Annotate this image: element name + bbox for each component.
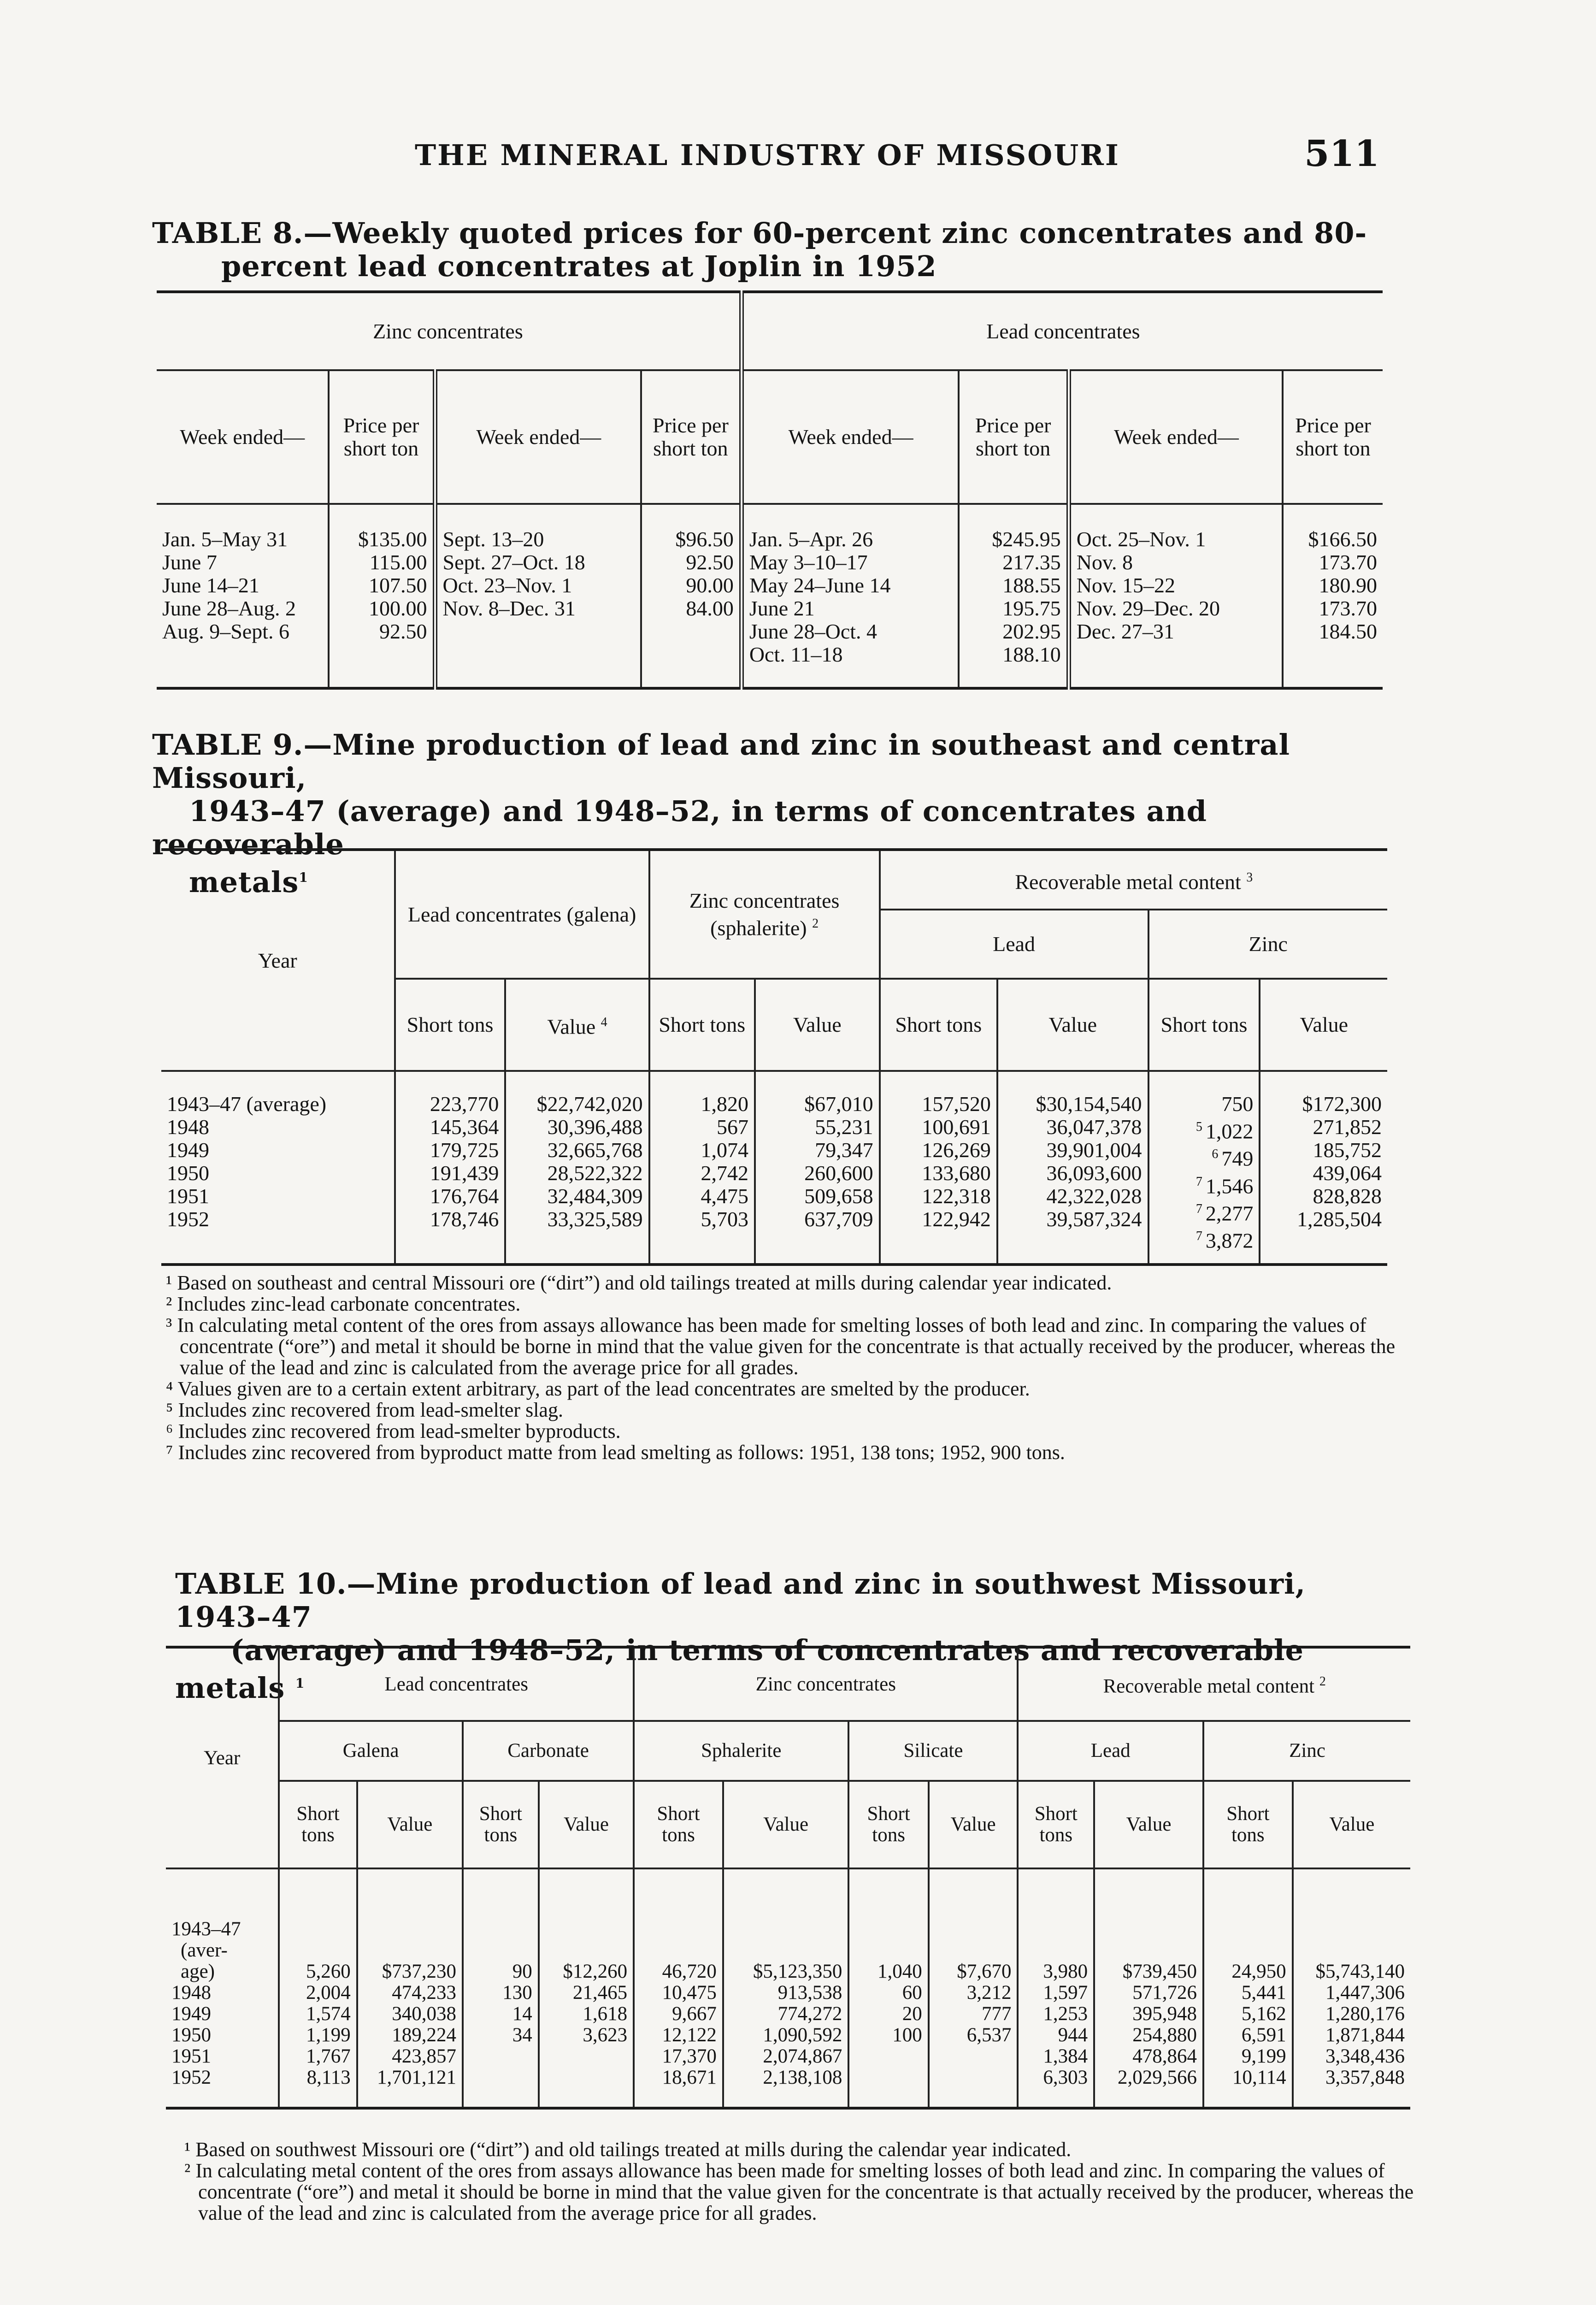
table-cell: $135.00	[358, 527, 427, 551]
t10-footnote-1: ¹ Based on southwest Missouri ore (“dirt”) and old tailings treated at mills during the calendar year indicated.	[184, 2138, 1072, 2161]
table-cell: 36,093,600	[1046, 1161, 1142, 1185]
table-cell: Nov. 29–Dec. 20	[1076, 597, 1220, 620]
table-cell: 5,260	[306, 1961, 351, 1982]
t10-sil-value	[929, 1868, 1018, 2108]
t10-carb-value	[539, 1868, 634, 2108]
table-cell: 100	[892, 2024, 922, 2046]
table-cell: 28,522,322	[547, 1161, 643, 1185]
t9-rec-zinc-value	[1260, 1071, 1387, 1265]
table-cell: June 14–21	[162, 573, 259, 597]
t9-footnote-4: ⁴ Values given are to a certain extent arbitrary, as part of the lead concentrates are smelted by the producer.	[166, 1377, 1030, 1400]
table-cell: Sept. 27–Oct. 18	[442, 550, 585, 574]
table-cell: 913,538	[777, 1982, 842, 2004]
table-cell: $67,010	[804, 1092, 873, 1116]
table-cell: Dec. 27–31	[1076, 620, 1174, 643]
table-cell: $7,670	[957, 1961, 1012, 1982]
table-cell: 944	[1058, 2024, 1088, 2046]
t10-sph-tons	[634, 1868, 723, 2108]
t8-week-header: Week ended—	[1069, 370, 1283, 504]
table-cell: $96.50	[675, 527, 734, 551]
t10-recoverable-header: Recoverable metal content $^2$	[1018, 1647, 1410, 1721]
table8-caption: TABLE 8.—Weekly quoted prices for 60-percent zinc concentrates and 80- percent lead concentrates at Joplin in 1952	[152, 216, 1367, 283]
table-cell: 474,233	[392, 1982, 456, 2004]
table-cell: 184.50	[1319, 620, 1377, 643]
t8-price-header: Price per short ton	[329, 370, 435, 504]
table-cell: 157,520	[922, 1092, 991, 1116]
table-cell: 509,658	[804, 1184, 873, 1208]
table-cell: 637,709	[804, 1207, 873, 1231]
t10-galena-value	[357, 1868, 463, 2108]
t9-zinc-conc-header: Zinc concentrates (sphalerite) $^2$	[649, 850, 880, 979]
table-cell: 20	[902, 2003, 922, 2025]
table-cell: 34	[512, 2024, 532, 2046]
t10-sil-tons	[848, 1868, 928, 2108]
t10-sph-value	[723, 1868, 849, 2108]
table-cell: 478,864	[1132, 2045, 1197, 2067]
page-number: 511	[1304, 133, 1379, 175]
table-cell: 1952	[171, 2067, 211, 2088]
table-cell: 4,475	[701, 1184, 748, 1208]
table-cell: 42,322,028	[1046, 1184, 1142, 1208]
table-cell: 223,770	[430, 1092, 499, 1116]
t9-lead-conc-header: Lead concentrates (galena)	[395, 850, 649, 979]
table9: Year Lead concentrates (galena) Zinc concentrates (sphalerite) $^2$ Recoverable metal content $^3$ Lead Zinc Short tons Value $^4$ Short tons Value Short tons Value Short tons Value 1943–47 (average) 1948 1949 1950 1951 1952 223,770 145,364 179,725 191,439 176,764 178,746 $22,742,020 30,396,488 32,665,768 28,522,322 32,484,309 33,325,589 1,820 567 1,074 2,742 4,475 5,703 $67,010 55,231 79,347 260,600 509,658 637,709 157,520 100,691 126,269 133,680 122,318 122,942 $30,154,540 36,047,378 39,901,004 36,093,600 42,322,028 39,587,324 750 $^5$ 1,022 $^6$ 749 $^7$ 1,546 $^7$ 2,277 $^7$ 3,872 $172,300 271,852 185,752 439,064 828,828 1,285,504	[161, 848, 1387, 1266]
table-cell: 32,665,768	[547, 1138, 643, 1162]
table-cell: Jan. 5–May 31	[162, 527, 288, 551]
table-cell: $166.50	[1308, 527, 1377, 551]
table-cell: $12,260	[563, 1961, 628, 1982]
table-cell: 33,325,589	[547, 1207, 643, 1231]
table-cell: $30,154,540	[1036, 1092, 1142, 1116]
table-cell: 439,064	[1313, 1161, 1382, 1185]
table-cell: 36,047,378	[1046, 1115, 1142, 1139]
table-cell: 9,667	[672, 2003, 717, 2025]
table-cell: 100.00	[369, 597, 427, 620]
t9-rec-lead-tons	[880, 1071, 997, 1265]
t9-zinc-tons	[649, 1071, 755, 1265]
table-cell: 1,820	[701, 1092, 748, 1116]
table8	[157, 290, 1383, 690]
table-cell: 90.00	[686, 573, 734, 597]
table-cell: 24,950	[1231, 1961, 1286, 1982]
table-cell: 173.70	[1319, 550, 1377, 574]
table-cell: Nov. 8–Dec. 31	[442, 597, 576, 620]
table-cell: 1950	[167, 1161, 209, 1185]
table-cell: 130	[502, 1982, 532, 2004]
table-cell: 1952	[167, 1207, 209, 1231]
table-cell: 1,285,504	[1297, 1207, 1382, 1231]
t8-lead-weeks-2	[1069, 504, 1283, 688]
table-cell: 3,357,848	[1325, 2067, 1405, 2088]
t10-galena-tons	[279, 1868, 357, 2108]
table-cell: 3,212	[966, 1982, 1012, 2004]
t9-lead-tons	[395, 1071, 506, 1265]
table-cell	[469, 2067, 532, 2088]
t8-zinc-prices-1	[329, 504, 435, 688]
table10-caption: TABLE 10.—Mine production of lead and zinc in southwest Missouri, 1943–47 (average) and 1948–52, in terms of concentrates and recoverable metals $^1$	[175, 1567, 1306, 1705]
table-cell: Oct. 25–Nov. 1	[1076, 527, 1206, 551]
t8-zinc-prices-2	[641, 504, 742, 688]
table-cell: 1,253	[1043, 2003, 1088, 2025]
table-cell: 2,004	[306, 1982, 351, 2004]
table-cell: 178,746	[430, 1207, 499, 1231]
t9-year-header: Year	[258, 948, 297, 972]
t9-zinc-header: Zinc	[1148, 910, 1387, 979]
t8-week-header: Week ended—	[435, 370, 641, 504]
t9-years	[161, 1071, 395, 1265]
t8-zinc-weeks-2	[435, 504, 641, 688]
table-cell: 12,122	[662, 2024, 717, 2046]
table-cell: 1949	[167, 1138, 209, 1162]
table-cell: 6,537	[966, 2024, 1012, 2046]
table-cell: 10,114	[1232, 2067, 1286, 2088]
table-cell: 340,038	[392, 2003, 456, 2025]
t9-recoverable-header: Recoverable metal content $^3$	[880, 850, 1387, 910]
table-cell: 60	[902, 1982, 922, 2004]
table-cell: 1948	[167, 1115, 209, 1139]
table-cell: 92.50	[379, 620, 427, 643]
table-cell: 173.70	[1319, 597, 1377, 620]
t10-carb-tons	[463, 1868, 539, 2108]
table-cell: 145,364	[430, 1115, 499, 1139]
t10-zinc-value	[1293, 1868, 1410, 2108]
t8-price-header: Price per short ton	[959, 370, 1068, 504]
table-cell: 10,475	[662, 1982, 717, 2004]
table-cell	[935, 2067, 1012, 2088]
table-cell: May 24–June 14	[749, 573, 891, 597]
t10-zinc-conc-header: Zinc concentrates	[634, 1647, 1018, 1721]
table-cell: 32,484,309	[547, 1184, 643, 1208]
table-cell: 202.95	[1002, 620, 1061, 643]
table-cell: 3,980	[1043, 1961, 1088, 1982]
table-cell: 195.75	[1002, 597, 1061, 620]
table-cell: $^7$ 3,872	[1196, 1229, 1254, 1253]
table-cell: Jan. 5–Apr. 26	[749, 527, 873, 551]
table-cell: 1,199	[306, 2024, 351, 2046]
table-cell: 828,828	[1313, 1184, 1382, 1208]
t8-price-header: Price per short ton	[641, 370, 742, 504]
table-cell: Aug. 9–Sept. 6	[162, 620, 289, 643]
table10-footnotes	[184, 2139, 1419, 2224]
table-cell: 260,600	[804, 1161, 873, 1185]
table-cell: 271,852	[1313, 1115, 1382, 1139]
table-cell: 189,224	[392, 2024, 456, 2046]
table-cell: 133,680	[922, 1161, 991, 1185]
table-cell: 9,199	[1241, 2045, 1286, 2067]
table-cell	[855, 2046, 922, 2067]
table-cell: 8,113	[306, 2067, 351, 2088]
table-cell: $739,450	[1122, 1961, 1197, 1982]
table-cell: 18,671	[662, 2067, 717, 2088]
table-cell: 254,880	[1132, 2024, 1197, 2046]
t9-rec-zinc-tons	[1148, 1071, 1260, 1265]
table-cell: 1949	[171, 2003, 211, 2025]
running-title: THE MINERAL INDUSTRY OF MISSOURI	[415, 138, 1120, 172]
table-cell: 122,318	[922, 1184, 991, 1208]
table-cell: 2,029,566	[1117, 2067, 1197, 2088]
table-cell: 1950	[171, 2024, 211, 2046]
table-cell: 217.35	[1002, 550, 1061, 574]
table-cell: $5,743,140	[1315, 1961, 1405, 1982]
table-cell: June 28–Oct. 4	[749, 620, 878, 643]
table-cell: 180.90	[1319, 573, 1377, 597]
table-cell: 179,725	[430, 1138, 499, 1162]
table-cell: 1943–47 (average)	[167, 1092, 327, 1116]
table-cell: 1,597	[1043, 1982, 1088, 2004]
t9-footnote-6: ⁶ Includes zinc recovered from lead-smelter byproducts.	[166, 1420, 621, 1442]
table-cell: Oct. 23–Nov. 1	[442, 573, 572, 597]
table-cell: 100,691	[922, 1115, 991, 1139]
table-cell: Oct. 11–18	[749, 643, 843, 666]
table-cell: June 7	[162, 550, 217, 574]
table-cell: 1,701,121	[377, 2067, 456, 2088]
table-cell: $^6$ 749	[1212, 1147, 1254, 1170]
table-cell: 1,384	[1043, 2045, 1088, 2067]
t8-zinc-header: Zinc concentrates	[373, 319, 523, 343]
table9-footnotes	[166, 1272, 1410, 1463]
table-cell: 1,618	[583, 2003, 628, 2025]
table-cell: 90	[512, 1961, 532, 1982]
table-cell: 185,752	[1313, 1138, 1382, 1162]
t8-week-header: Week ended—	[742, 370, 959, 504]
t10-lead-value	[1094, 1868, 1203, 2108]
table-cell: 122,942	[922, 1207, 991, 1231]
t8-lead-prices-2	[1283, 504, 1383, 688]
t8-lead-weeks-1	[742, 504, 959, 688]
table-cell: 39,587,324	[1046, 1207, 1142, 1231]
t9-footnote-5: ⁵ Includes zinc recovered from lead-smelter slag.	[166, 1399, 563, 1421]
table-cell: 115.00	[369, 550, 427, 574]
table-cell: 46,720	[662, 1961, 717, 1982]
table-cell: 39,901,004	[1046, 1138, 1142, 1162]
table-cell: 1,074	[701, 1138, 748, 1162]
t9-zinc-value	[755, 1071, 880, 1265]
table-cell: 6,303	[1043, 2067, 1088, 2088]
table-cell: 1,280,176	[1325, 2003, 1405, 2025]
table-cell: 17,370	[662, 2045, 717, 2067]
table-cell: 3,348,436	[1325, 2045, 1405, 2067]
table-cell: 1,447,306	[1325, 1982, 1405, 2004]
table-cell: 750	[1221, 1092, 1254, 1116]
table9-caption: TABLE 9.—Mine production of lead and zinc in southeast and central Missouri, 1943–47 (average) and 1948–52, in terms of concentrates and recoverable metals$^1$	[152, 728, 1290, 899]
table-cell: 2,138,108	[763, 2067, 842, 2088]
table-cell: May 3–10–17	[749, 550, 868, 574]
table-cell: 2,074,867	[763, 2045, 842, 2067]
t10-lead-conc-header: Lead concentrates	[279, 1647, 634, 1721]
table-cell: 1948	[171, 1982, 211, 2004]
t10-zinc-tons	[1203, 1868, 1293, 2108]
table-cell: 92.50	[686, 550, 734, 574]
table-cell: $^5$ 1,022	[1196, 1119, 1254, 1143]
table-cell: 423,857	[392, 2045, 456, 2067]
table-cell: 1951	[167, 1184, 209, 1208]
table-cell: 1,767	[306, 2045, 351, 2067]
table-cell: 176,764	[430, 1184, 499, 1208]
table-cell: 6,591	[1241, 2024, 1286, 2046]
table-cell: 1951	[171, 2045, 211, 2067]
table-cell	[855, 2067, 922, 2088]
table-cell: 84.00	[686, 597, 734, 620]
t8-lead-prices-1	[959, 504, 1068, 688]
t8-price-header: Price per short ton	[1283, 370, 1383, 504]
table-cell: Nov. 15–22	[1076, 573, 1175, 597]
table-cell: 5,441	[1241, 1982, 1286, 2004]
t9-footnote-7: ⁷ Includes zinc recovered from byproduct matte from lead smelting as follows: 1951, 138 tons; 1952, 900 tons.	[166, 1441, 1065, 1464]
table-cell: 188.55	[1002, 573, 1061, 597]
table-cell	[935, 2046, 1012, 2067]
table10: Year Lead concentrates Zinc concentrates Recoverable metal content $^2$ Galena Carbonate Sphalerite Silicate Lead Zinc Short tons Value Short tons Value Short tons Value Short tons Value Short tons Value Short tons Value 1943–47 (aver- age) 1948 1949 1950 1951 1952 5,260 2,004 1,574 1,199 1,767 8,113 $737,230 474,233 340,038 189,224 423,857 1,701,121 90 130 14 34 $12,260 21,465 1,618 3,623 46,720 10,475 9,667 12,122 17,370 18,671 $5,123,350 913,538 774,272 1,090,592 2,074,867 2,138,108 1,040 60 20 100 $7,670 3,212 777 6,537 3,980 1,597 1,253 944 1,384 6,303 $739,450 571,726 395,948 254,880 478,864 2,029,566 24,950 5,441 5,162 6,591 9,199 10,114 $5,743,140 1,447,306 1,280,176 1,871,844 3,348,436 3,357,848	[166, 1646, 1410, 2110]
table-cell: 188.10	[1002, 643, 1061, 666]
table-cell: 774,272	[777, 2003, 842, 2025]
table-cell: $5,123,350	[753, 1961, 842, 1982]
table-cell: 126,269	[922, 1138, 991, 1162]
table-cell: Nov. 8	[1076, 550, 1133, 574]
table-cell: 14	[512, 2003, 532, 2025]
t10-lead-tons	[1018, 1868, 1094, 2108]
table-cell: $^7$ 1,546	[1196, 1174, 1254, 1198]
table-cell: 55,231	[815, 1115, 873, 1139]
table-cell: 1,040	[878, 1961, 922, 1982]
table-cell: $737,230	[382, 1961, 456, 1982]
table-cell: 567	[716, 1115, 748, 1139]
t8-lead-header: Lead concentrates	[742, 292, 1383, 370]
table-cell: Sept. 13–20	[442, 527, 544, 551]
table-cell: 5,162	[1241, 2003, 1286, 2025]
table-cell: 191,439	[430, 1161, 499, 1185]
table-cell: 107.50	[369, 573, 427, 597]
table-cell: 79,347	[815, 1138, 873, 1162]
table-cell: 30,396,488	[547, 1115, 643, 1139]
table-cell: $22,742,020	[536, 1092, 643, 1116]
table-cell: 1,574	[306, 2003, 351, 2025]
table-cell: 2,742	[701, 1161, 748, 1185]
table-cell: 3,623	[583, 2024, 628, 2046]
table-cell	[545, 2046, 627, 2067]
table-cell: $245.95	[992, 527, 1061, 551]
t10-years: 1943–47 (aver- age) 1948 1949 1950 1951 1952	[166, 1868, 279, 2108]
table-cell	[545, 2067, 627, 2088]
t9-lead-header: Lead	[880, 910, 1148, 979]
table-cell: 395,948	[1132, 2003, 1197, 2025]
table-cell	[469, 2046, 532, 2067]
table-cell: June 21	[749, 597, 815, 620]
t8-zinc-weeks-1	[157, 504, 329, 688]
table-cell: 777	[981, 2003, 1012, 2025]
t9-rec-lead-value	[997, 1071, 1148, 1265]
t9-footnote-1: ¹ Based on southeast and central Missouri ore (“dirt”) and old tailings treated at mills during calendar year indicated.	[166, 1271, 1112, 1294]
t10-footnote-2: ² In calculating metal content of the ores from assays allowance has been made for smelting losses of both lead and zinc. In comparing the values of concentrate (“ore”) and metal it should be borne in mind that the value given for the concentrate is that actually received by the producer, whereas the value of the lead and zinc is calculated from the average price for all grades.	[184, 2159, 1414, 2224]
table-cell: 1,871,844	[1325, 2024, 1405, 2046]
t9-lead-value	[505, 1071, 649, 1265]
table-cell: $^7$ 2,277	[1196, 1201, 1254, 1225]
table-cell: June 28–Aug. 2	[162, 597, 296, 620]
t8-week-header: Week ended—	[180, 425, 305, 449]
t9-footnote-3: ³ In calculating metal content of the ores from assays allowance has been made for smelting losses of both lead and zinc. In comparing the values of concentrate (“ore”) and metal it should be borne in mind that the value given for the concentrate is that actually received by the producer, whereas the value of the lead and zinc is calculated from the average price for all grades.	[166, 1314, 1396, 1379]
table-cell: 5,703	[701, 1207, 748, 1231]
table-cell: 571,726	[1132, 1982, 1197, 2004]
t10-year-header: Year	[204, 1747, 241, 1769]
table-cell: 1,090,592	[763, 2024, 842, 2046]
t9-footnote-2: ² Includes zinc-lead carbonate concentrates.	[166, 1293, 521, 1315]
table-cell: $172,300	[1302, 1092, 1382, 1116]
table-cell: 21,465	[572, 1982, 628, 2004]
